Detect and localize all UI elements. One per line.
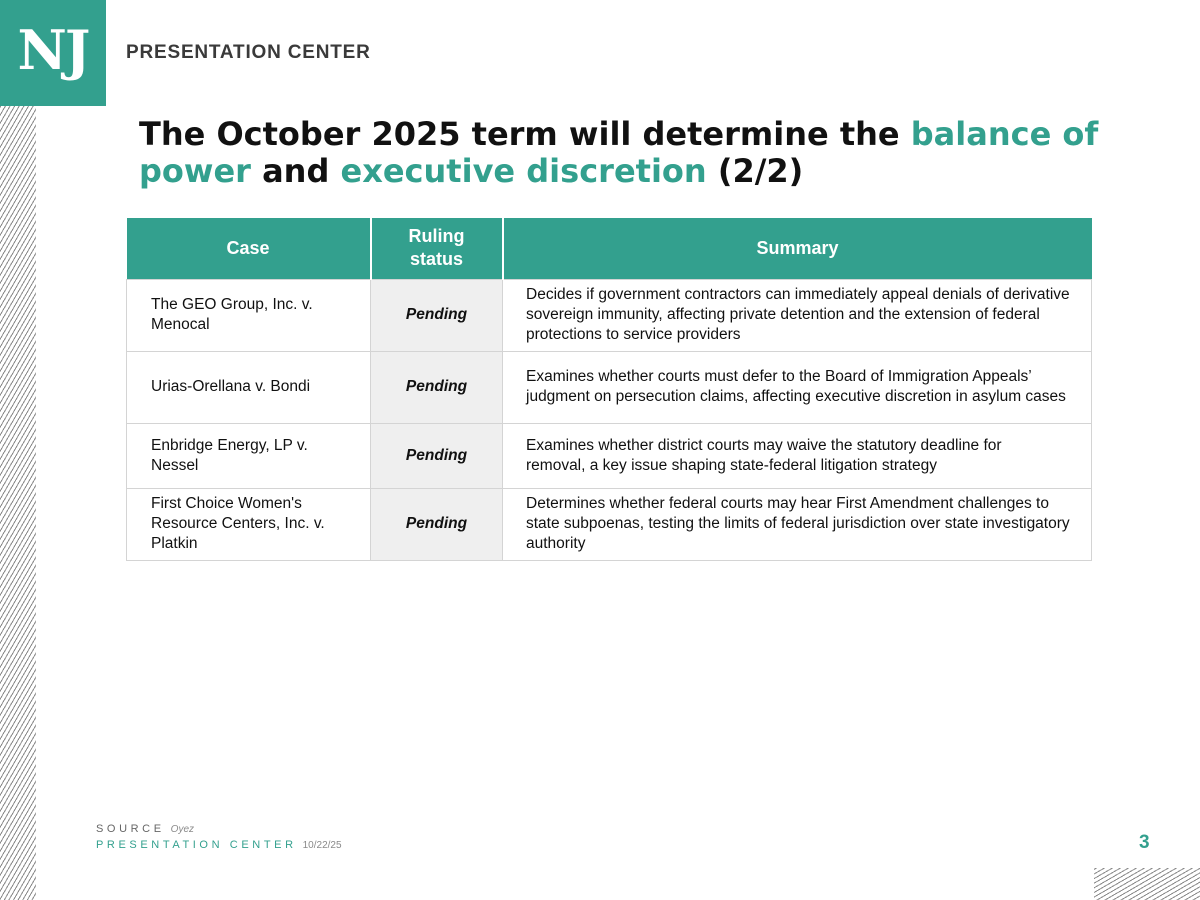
source-value: Oyez — [170, 824, 195, 835]
decorative-stripes-left — [0, 106, 36, 900]
case-name: First Choice Women's Resource Centers, Inc. v. Platkin — [127, 488, 371, 560]
table-row — [127, 488, 1092, 560]
logo-text: NJ — [17, 18, 89, 82]
table-header-row — [127, 218, 1092, 279]
brand-name: PRESENTATION CENTER — [126, 42, 371, 63]
title-part-2: and — [250, 152, 341, 190]
page-number: 3 — [1139, 832, 1150, 853]
table-row — [127, 351, 1092, 423]
case-name: Enbridge Energy, LP v. Nessel — [127, 423, 371, 488]
title-part-3: (2/2) — [706, 152, 804, 190]
nj-logo — [0, 0, 106, 106]
table-row — [127, 279, 1092, 351]
slide-title — [139, 116, 1099, 190]
ruling-status: Pending — [371, 423, 503, 488]
cases-table — [126, 218, 1092, 561]
case-name: The GEO Group, Inc. v. Menocal — [127, 279, 371, 351]
decorative-stripes-bottom-right — [1094, 868, 1200, 900]
title-highlight-balance-of-power: balance of power — [139, 115, 1099, 190]
table-row — [127, 423, 1092, 488]
case-summary: Examines whether courts must defer to the Board of Immigration Appeals’ judgment on persecution claims, affecting executive discretion in asylum cases — [503, 351, 1092, 423]
case-summary: Decides if government contractors can immediately appeal denials of derivative sovereign immunity, affecting private detention and the extension of federal protections to service providers — [503, 279, 1092, 351]
footer-line — [96, 839, 342, 851]
header-summary: Summary — [503, 218, 1092, 279]
header-case: Case — [127, 218, 371, 279]
ruling-status: Pending — [371, 279, 503, 351]
ruling-status: Pending — [371, 488, 503, 560]
case-summary: Examines whether district courts may waive the statutory deadline for removal, a key issue shaping state-federal litigation strategy — [503, 423, 1092, 488]
ruling-status: Pending — [371, 351, 503, 423]
footer-presentation-center: PRESENTATION CENTER — [96, 839, 297, 851]
case-name: Urias-Orellana v. Bondi — [127, 351, 371, 423]
header-ruling-status: Ruling status — [371, 218, 503, 279]
source-label: SOURCE — [96, 823, 165, 835]
title-part-1: The October 2025 term will determine the — [139, 115, 911, 153]
source-line — [96, 823, 194, 835]
case-summary: Determines whether federal courts may hear First Amendment challenges to state subpoenas, testing the limits of federal jurisdiction over state investigatory authority — [503, 488, 1092, 560]
title-highlight-executive-discretion: executive discretion — [340, 152, 707, 190]
footer-date: 10/22/25 — [302, 840, 342, 851]
